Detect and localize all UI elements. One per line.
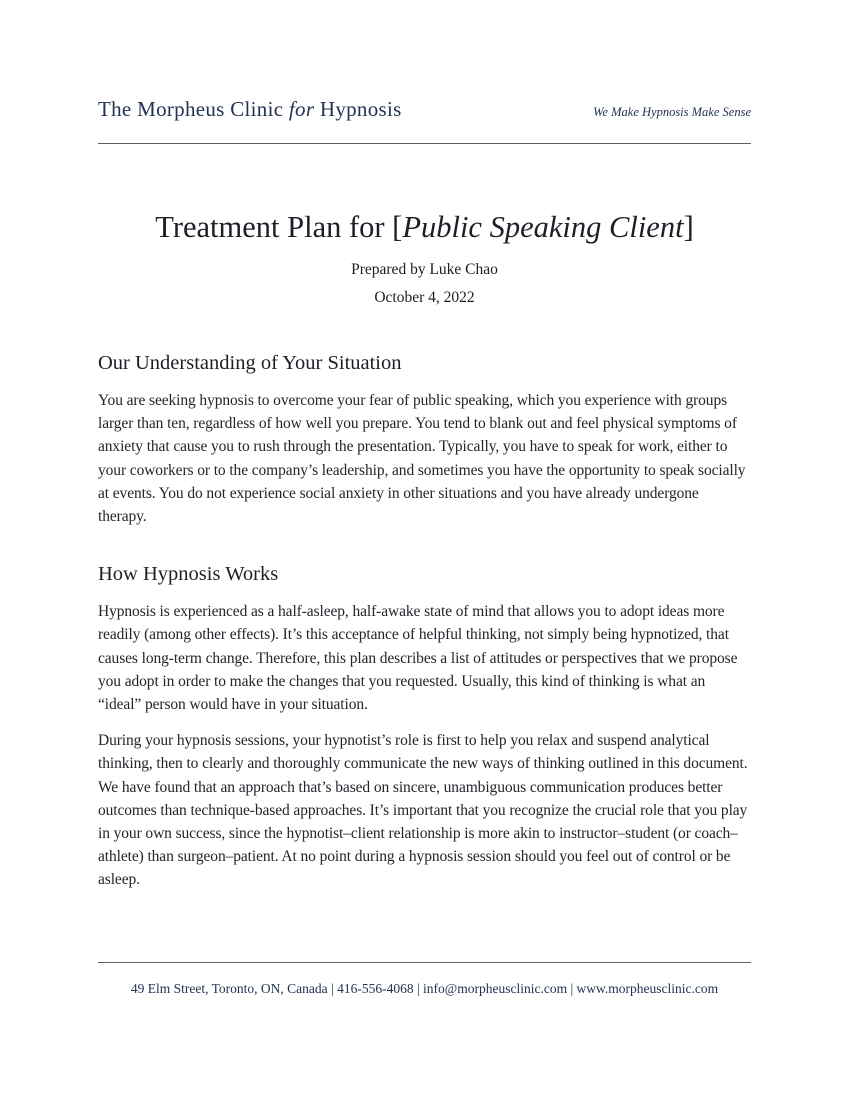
letterhead — [98, 0, 751, 122]
footer-divider — [98, 962, 751, 963]
header-divider — [98, 143, 751, 144]
clinic-name-suffix: Hypnosis — [314, 97, 402, 121]
paragraph-hypnosis-2: During your hypnosis sessions, your hypnotist’s role is first to help you relax and suspend analytical thinking, then to clearly and thoroughly communicate the new ways of thinking outlined in this document. We have found that an approach that’s based on sincere, unambiguous communication produces better outcomes than technique-based approaches. It’s important that you recognize the crucial role that you play in your own success, since the hypnotist–client relationship is more akin to instructor–student (or coach–athlete) than surgeon–patient. At no point during a hypnosis session should you feel out of control or be asleep. — [98, 732, 748, 889]
page-footer — [98, 962, 751, 998]
document-title-suffix: ] — [683, 210, 694, 244]
document-title — [98, 207, 751, 247]
clinic-name-prefix: The Morpheus Clinic — [98, 97, 289, 121]
title-block — [98, 207, 751, 308]
document-date: October 4, 2022 — [374, 289, 475, 306]
document-title-prefix: Treatment Plan for [ — [155, 210, 403, 244]
clinic-tagline: We Make Hypnosis Make Sense — [593, 105, 751, 119]
paragraph-hypnosis-1: Hypnosis is experienced as a half-asleep, half-awake state of mind that allows you to adopt ideas more readily (among other effects). It’s this acceptance of helpful thinking, not simply being hypnotized, that causes long-term change. Therefore, this plan describes a list of attitudes or perspectives that we propose you adopt in order to make the changes that you requested. Usually, this kind of thinking is what an “ideal” person would have in your situation. — [98, 603, 738, 714]
section-heading-how-hypnosis-works: How Hypnosis Works — [98, 563, 279, 586]
clinic-name-for: for — [288, 97, 315, 121]
document-title-client: Public Speaking Client — [402, 210, 684, 244]
section-heading-situation: Our Understanding of Your Situation — [98, 352, 402, 374]
paragraph-situation: You are seeking hypnosis to overcome your fear of public speaking, which you experience with groups larger than ten, regardless of how well you prepare. You tend to blank out and feel physical symptoms of anxiety that cause you to rush through the presentation. Typically, you have to speak for work, either to your coworkers or to the company’s leadership, and sometimes you have the opportunity to speak socially at events. You do not experience social anxiety in other situations and you have already undergone therapy. — [98, 392, 746, 526]
prepared-by-line: Prepared by Luke Chao — [351, 261, 498, 278]
footer-contact-line: 49 Elm Street, Toronto, ON, Canada | 416-556-4068 | info@morpheusclinic.com | www.morpheusclinic.com — [130, 981, 719, 996]
clinic-name — [98, 97, 402, 122]
